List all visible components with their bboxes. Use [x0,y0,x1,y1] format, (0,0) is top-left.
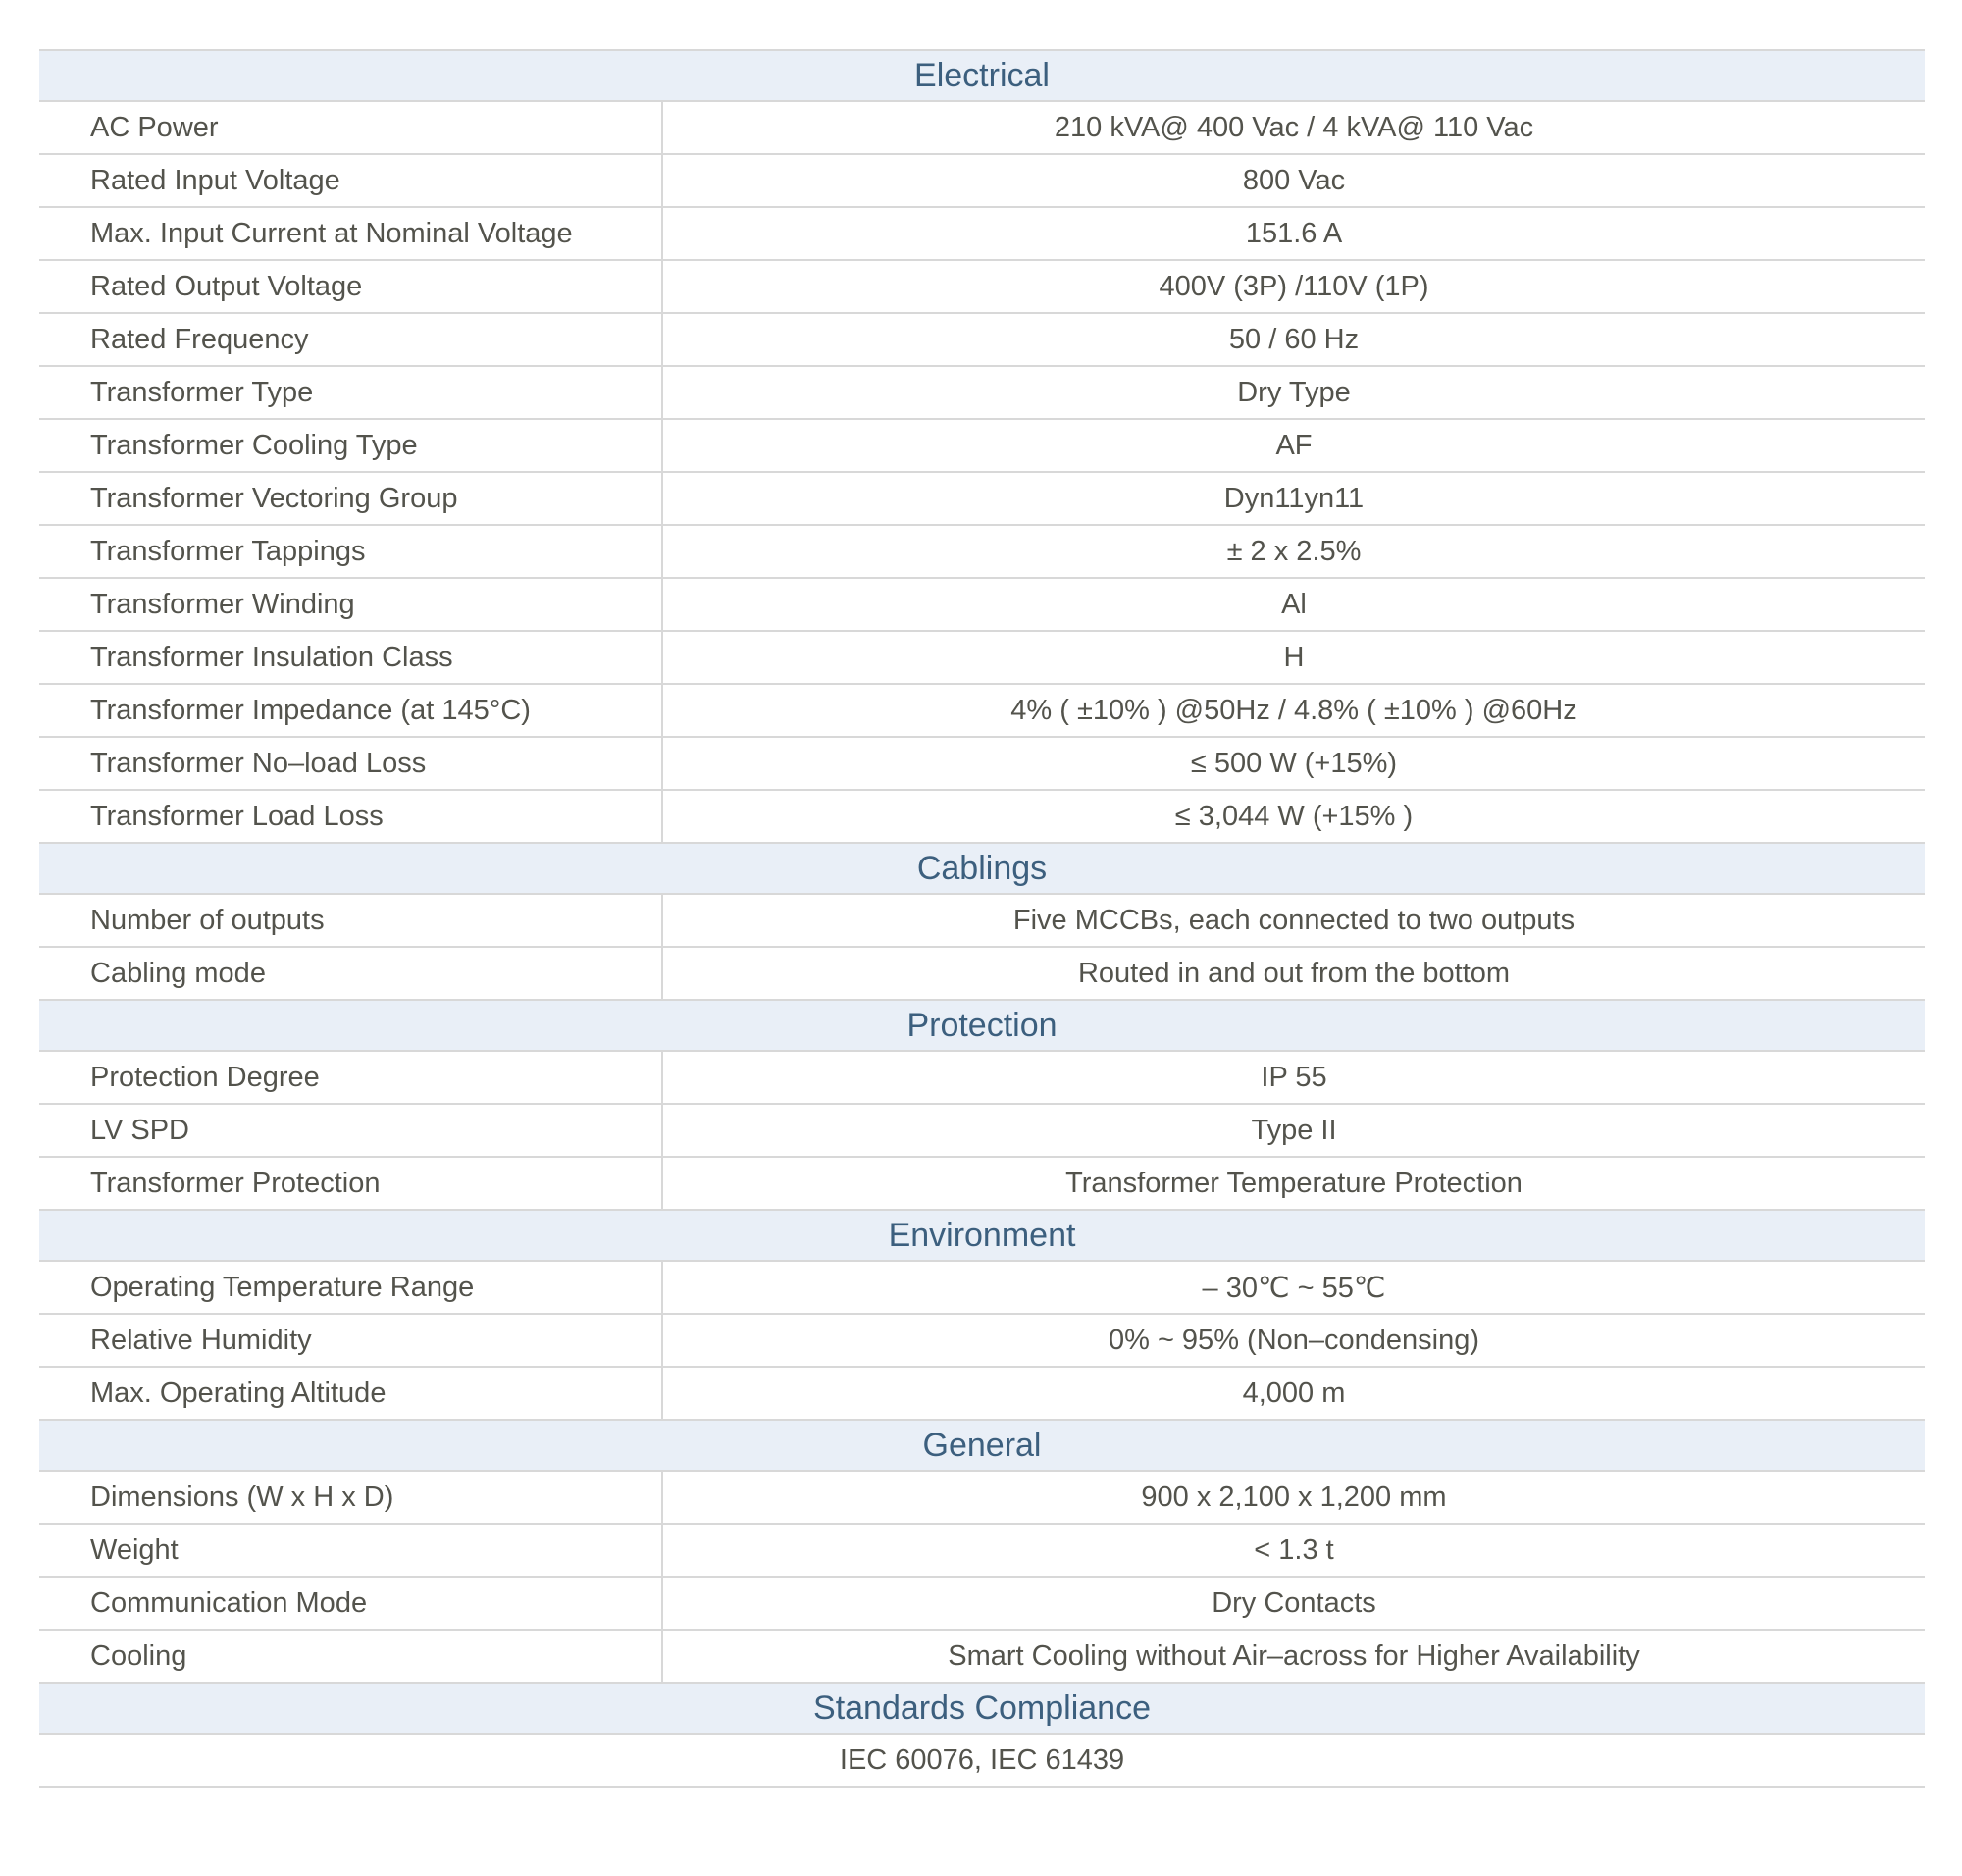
spec-label: AC Power [39,101,662,154]
table-row [39,366,1925,419]
spec-value: 50 / 60 Hz [662,313,1925,366]
section-title: General [39,1420,1925,1471]
spec-label: Cooling [39,1630,662,1683]
spec-value: AF [662,419,1925,472]
spec-value: < 1.3 t [662,1524,1925,1577]
table-row [39,578,1925,631]
spec-value: 800 Vac [662,154,1925,207]
spec-value: 4,000 m [662,1367,1925,1420]
spec-label: Transformer Vectoring Group [39,472,662,525]
section-header-cablings [39,843,1925,894]
spec-value: Five MCCBs, each connected to two outputs [662,894,1925,947]
table-row [39,894,1925,947]
section-header-general [39,1420,1925,1471]
spec-value: Smart Cooling without Air–across for Higher Availability [662,1630,1925,1683]
spec-label: Transformer Winding [39,578,662,631]
section-header-standards-compliance [39,1683,1925,1734]
section-title: Electrical [39,50,1925,101]
spec-value: Type II [662,1104,1925,1157]
spec-label: Communication Mode [39,1577,662,1630]
table-row [39,1314,1925,1367]
spec-label: Operating Temperature Range [39,1261,662,1314]
table-row [39,1261,1925,1314]
table-row [39,101,1925,154]
section-header-environment [39,1210,1925,1261]
spec-label: Max. Input Current at Nominal Voltage [39,207,662,260]
standards-value: IEC 60076, IEC 61439 [39,1734,1925,1787]
spec-label: Rated Frequency [39,313,662,366]
spec-value: IP 55 [662,1051,1925,1104]
table-row [39,1157,1925,1210]
spec-value: – 30℃ ~ 55℃ [662,1261,1925,1314]
spec-value: ≤ 500 W (+15%) [662,737,1925,790]
table-row [39,260,1925,313]
section-title: Environment [39,1210,1925,1261]
spec-value: 151.6 A [662,207,1925,260]
spec-value: 0% ~ 95% (Non–condensing) [662,1314,1925,1367]
table-row [39,1104,1925,1157]
spec-label: Cabling mode [39,947,662,1000]
table-row [39,1734,1925,1787]
spec-table [39,49,1925,1788]
table-row [39,313,1925,366]
spec-label: Transformer Tappings [39,525,662,578]
section-header-protection [39,1000,1925,1051]
table-row [39,947,1925,1000]
spec-label: Protection Degree [39,1051,662,1104]
spec-label: Transformer Cooling Type [39,419,662,472]
spec-label: LV SPD [39,1104,662,1157]
table-row [39,684,1925,737]
section-header-electrical [39,50,1925,101]
spec-value: Dry Contacts [662,1577,1925,1630]
section-title: Standards Compliance [39,1683,1925,1734]
spec-value: Dry Type [662,366,1925,419]
spec-label: Weight [39,1524,662,1577]
spec-value: Al [662,578,1925,631]
table-row [39,472,1925,525]
spec-value: Routed in and out from the bottom [662,947,1925,1000]
spec-value: Transformer Temperature Protection [662,1157,1925,1210]
spec-label: Transformer Type [39,366,662,419]
table-row [39,1630,1925,1683]
table-row [39,1051,1925,1104]
table-row [39,631,1925,684]
spec-label: Number of outputs [39,894,662,947]
section-title: Cablings [39,843,1925,894]
table-row [39,1524,1925,1577]
table-row [39,419,1925,472]
spec-label: Rated Input Voltage [39,154,662,207]
table-row [39,207,1925,260]
spec-label: Transformer Insulation Class [39,631,662,684]
spec-label: Transformer Impedance (at 145°C) [39,684,662,737]
table-row [39,1577,1925,1630]
spec-value: 210 kVA@ 400 Vac / 4 kVA@ 110 Vac [662,101,1925,154]
table-row [39,1471,1925,1524]
spec-value: Dyn11yn11 [662,472,1925,525]
table-row [39,1367,1925,1420]
spec-label: Dimensions (W x H x D) [39,1471,662,1524]
spec-label: Rated Output Voltage [39,260,662,313]
spec-label: Relative Humidity [39,1314,662,1367]
table-row [39,525,1925,578]
spec-label: Transformer No–load Loss [39,737,662,790]
table-row [39,790,1925,843]
table-row [39,737,1925,790]
spec-value: H [662,631,1925,684]
spec-label: Transformer Load Loss [39,790,662,843]
spec-value: ± 2 x 2.5% [662,525,1925,578]
spec-label: Transformer Protection [39,1157,662,1210]
spec-value: 900 x 2,100 x 1,200 mm [662,1471,1925,1524]
spec-value: 4% ( ±10% ) @50Hz / 4.8% ( ±10% ) @60Hz [662,684,1925,737]
spec-label: Max. Operating Altitude [39,1367,662,1420]
spec-value: 400V (3P) /110V (1P) [662,260,1925,313]
spec-value: ≤ 3,044 W (+15% ) [662,790,1925,843]
section-title: Protection [39,1000,1925,1051]
table-row [39,154,1925,207]
